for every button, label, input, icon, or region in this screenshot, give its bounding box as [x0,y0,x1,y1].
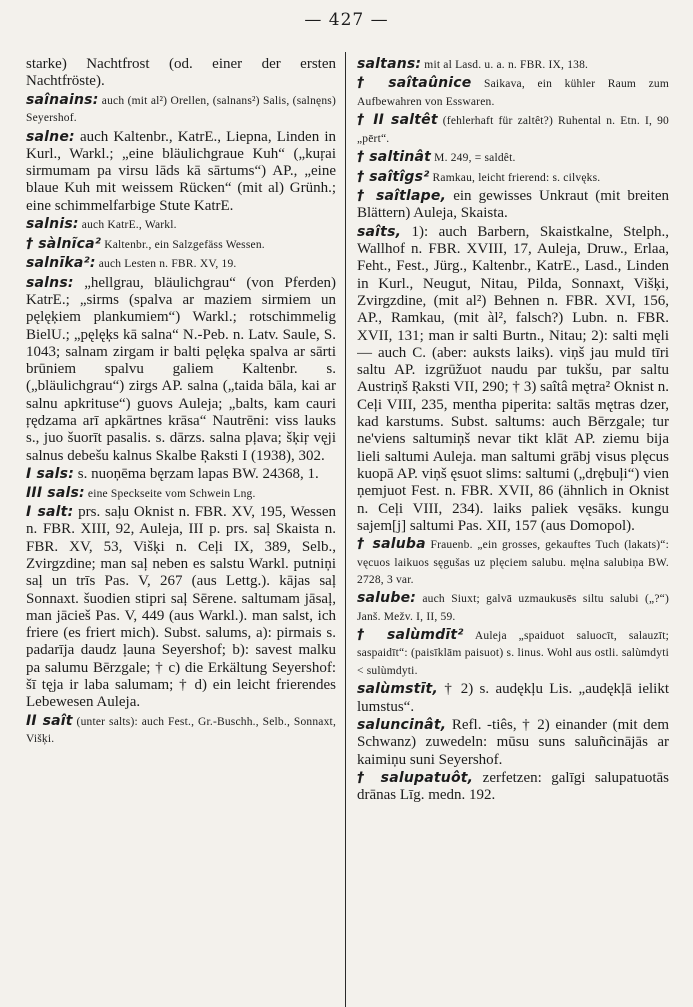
dictionary-entry [26,485,336,503]
entry-text: Auleja „spaiduot saluocīt, salauzīt; saspaidīt“: (paisīklām paisuot) s. linus. Wohl aus ostli. salùmdyti < sulùmdyti. [357,630,669,677]
dictionary-entry [357,681,669,716]
entry-text: prs. saļu Oknist n. FBR. XV, 195, Wessen n. FBR. XIII, 92, Auleja, III p. prs. saļ Skaista n. FBR. XV, 53, Višķi n. Ceļi IX, 389, Selb., Zvirgzdine; man saļ neben es salstu Warkl. putniņi saļ un trīs Pas. V, 267 (aus Lettg.). kājas saļ Sonnaxt. šuodien stipri saļ Sērene. saltumam jāsaļ, man jācieš Pas. V, 449 (aus Warkl.). man salst, ich friere (es friert mich). Subst. salums, a): pirmais s. padarīja daudz ļauna Seyershof; b): savest malku pa salumu Bērzgale; † c) die Erkältung Seyershof: šī tęja ir laba salumam; † d) ein leicht frierendes Lebewesen Auleja. [26,504,336,711]
dictionary-entry [357,149,669,167]
entry-lemma: salube: [357,590,417,607]
entry-lemma: salnīka²: [26,255,96,272]
dictionary-entry [357,717,669,769]
entry-text: auch Lesten n. FBR. XV, 19. [98,258,237,271]
entry-lemma: II saît [26,712,73,729]
entry-text: starke) Nachtfrost (od. einer der ersten Nachtfröste). [26,56,336,90]
entry-lemma: salùmstīt, [357,681,438,698]
entry-lemma: saltans: [357,56,422,72]
dictionary-entry [26,92,336,128]
entry-text: ein gewisses Unkraut (mit breiten Blättern) Auleja, Skaista. [357,188,669,222]
entry-text: „hellgrau, bläulichgrau“ (von Pferden) KatrE.; „sirms (spalva ar maziem sirmiem un pęlęķiem plankumiem“) Warkl.; rotschimmelig BielU.; „pęlęķs kā salna“ N.-Peb. n. Latv. Saule, S. 1043; salnam zirgam ir balti pęlęka spalva ar sārti brūniem spalvu galiem Kaltenbr. s. („bläulichgrau“) zirgs AP. salna („taida bāla, kai ar salnu apkrituse“) guovs Auleja; „balts, kam cauri ŗędzama arī apkārtnes krāsa“ Nautrēni: viss lauks s., juo šuorīt pasalis. s. dārzs. salna pļava; šķiŗ vęji salnus debešu kalnus Skalbe Ŗaksti I (1938), 302. [26,274,336,464]
right-column [357,56,669,1000]
entry-text: auch Siuxt; galvā uzmaukusēs siltu salubi („?“) Janš. Mežv. I, II, 59. [357,593,669,623]
dictionary-entry [26,255,336,273]
entry-lemma: † saltinât [357,149,432,166]
entry-text: Kaltenbr., ein Salzgefäss Wessen. [104,238,265,251]
entry-lemma: † saîtîgs² [357,168,430,185]
entry-lemma: saînains: [26,91,99,108]
dictionary-entry [26,56,336,91]
dictionary-entry [26,466,336,483]
entry-text: M. 249, = saldêt. [434,152,516,165]
entry-lemma: † saluba [357,536,426,553]
entry-text: auch (mit al²) Orellen, (salnans²) Salis, (salnęns) Seyershof. [26,94,336,125]
entry-text: (unter salts): auch Fest., Gr.-Buschh., Selb., Sonnaxt, Višķi. [26,715,336,746]
entry-text: s. nuoņēma bęrzam lapas BW. 24368, 1. [77,466,319,483]
entry-lemma: saîts, [357,223,402,240]
dictionary-entry [26,713,336,749]
dictionary-entry [357,188,669,223]
dictionary-entry [357,75,669,111]
entry-text: zerfetzen: galīgi salupatuotās drānas Līg. medn. 192. [357,770,669,804]
dictionary-entry [26,236,336,254]
entry-text: † 2) s. audękļu Lis. „audękļā ielikt lumstus“. [357,681,669,715]
entry-text: Frauenb. „ein grosses, gekauftes Tuch (lakats)“: vęcuos laikuos sęgušas uz plęciem salubu. męlna salubiņa BW. 2728, 3 var. [357,539,669,586]
entry-lemma: † salupatuôt, [357,770,474,787]
dictionary-entry [357,536,669,589]
entry-text: 1): auch Barbern, Skaistkalne, Stelph., Wallhof n. FBR. XVIII, 17, Auleja, Druw., Erlaa, Feht., Fest., Jürg., Kaltenbr., KatrE., Lasd., Linden in Kurl., Neugut, Nitau, Pilda, Sonnaxt, Višķi, Zvirgzdine, (mit al²) Behnen n. FBR. XVI, 156, AP., Ramkau, (mit àl², falsch?) Lubn. n. FBR. XVII, 131; man ir salti Burtn., Nitau; 2): salti męli — auch C. (aber: auksts laiks). viņš jau muld tīri saltu AP. izgrūžuot naudu par tukšu, par saltu Austriņš Ŗaksti VII, 290; † 3) saîtâ mętra² Oknist n. Ceļi VIII, 235, mentha piperita: saltās mętras dzer, kad karstums. Subst. saltums: auch Bērzgale; tur ne'viens saltumiņš nevar tikt klāt AP. ziemu bija lieli saltumi Auleja. man saltumi grābj visus plęcus kuopā AP. viņš ęsuot slims: saltumi („drębuļi“) vien ņemjuot Fest. n. FBR. XVII, 86 (ähnlich in Oknist n. Ceļi VIII, 234). laiks paliek vęsāks. kungu sajem[j] saltumi Pas. XII, 157 (aus Domopol). [357,223,669,534]
entry-text: Saikava, ein kühler Raum zum Aufbewahren von Esswaren. [357,78,669,108]
entry-lemma: salns: [26,274,74,291]
dictionary-entry [357,169,669,187]
dictionary-entry [357,627,669,680]
entry-text: auch Kaltenbr., KatrE., Liepna, Linden in Kurl., Warkl.; „eine bläulichgraue Kuh“ („kuŗai sirmumam pa virsu lāds kā sārtums“) AP., „eine blaue Kuh mit weissem Rücken“ (mit al) Grünh.; eine schimmelfarbige Stute KatrE. [26,128,336,214]
dictionary-entry [357,770,669,805]
entry-text: eine Speckseite vom Schwein Lng. [87,487,256,500]
entry-lemma: I salt: [26,504,74,521]
entry-lemma: I sals: [26,466,74,483]
entry-lemma: salne: [26,128,75,145]
dictionary-entry [357,56,669,74]
dictionary-entry [26,275,336,465]
entry-lemma: † sàlnĩca² [26,235,102,252]
entry-text: auch KatrE., Warkl. [81,219,177,232]
entry-lemma: † saîtaûnice [357,75,472,92]
entry-text: Ramkau, leicht frierend: s. cilvęks. [432,171,601,184]
entry-text: Refl. -tiês, † 2) einander (mit dem Schwanz) zuwedeln: mūsu suns saluñcinājās ar kaimiņu suni Seyershof. [357,717,669,768]
dictionary-entry [357,224,669,535]
entry-lemma: † II saltêt [357,112,438,129]
entry-lemma: III sals: [26,484,85,501]
column-divider [345,52,346,1007]
entry-lemma: saluncinât, [357,717,447,734]
entry-text: mit al Lasd. u. a. n. FBR. IX, 138. [424,59,589,71]
dictionary-entry [26,129,336,215]
entry-lemma: † saîtlape, [357,188,447,205]
entry-lemma: salnis: [26,216,79,233]
left-column [26,56,336,1000]
page-number: — 427 — [304,10,389,30]
entry-lemma: † salùmdīt² [357,627,464,644]
dictionary-entry [26,216,336,234]
dictionary-entry [26,504,336,712]
entry-text: (fehlerhaft für zaltêt?) Ruhental n. Etn. I, 90 „pērt“. [357,115,669,145]
dictionary-entry [357,112,669,148]
dictionary-entry [357,590,669,626]
